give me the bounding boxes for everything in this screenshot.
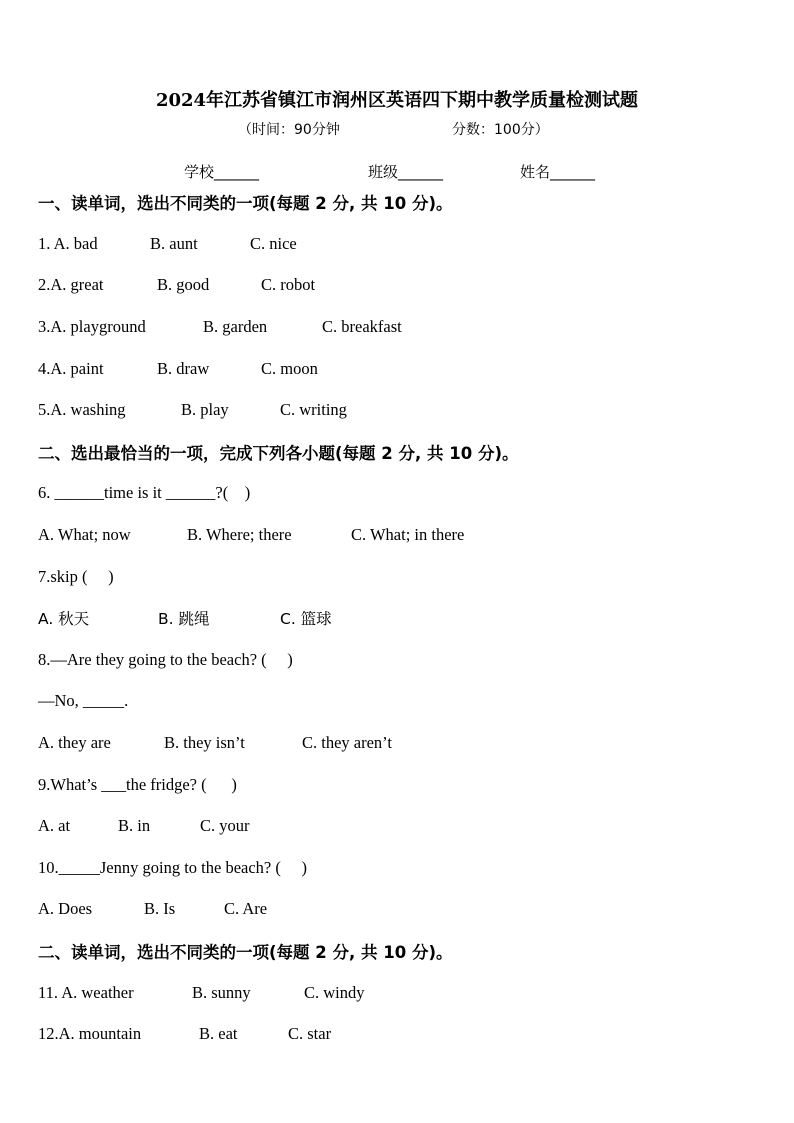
option-a: 12.A. mountain <box>38 1024 142 1043</box>
option-c: C. moon <box>261 359 318 378</box>
name-field: 姓名______ <box>520 163 596 181</box>
question-stem: 7.skip ( ) <box>38 567 114 586</box>
option-a: 4.A. paint <box>38 359 104 378</box>
exam-time: （时间：90分钟 <box>238 122 340 138</box>
exam-score: 分数：100分） <box>452 122 549 138</box>
option-c: C. nice <box>250 234 297 253</box>
option-a: A. Does <box>38 899 93 918</box>
class-field: 班级______ <box>368 163 444 181</box>
option-a: A. 秋天 <box>38 610 90 628</box>
option-b: B. in <box>118 816 151 835</box>
option-a: A. at <box>38 816 71 835</box>
question-stem: 9.What’s ___the fridge? ( ) <box>38 775 237 794</box>
option-a: 1. A. bad <box>38 234 98 253</box>
section-heading: 二、读单词，选出不同类的一项(每题 2 分, 共 10 分)。 <box>38 943 453 962</box>
option-a: 5.A. washing <box>38 400 126 419</box>
option-c: C. your <box>200 816 250 835</box>
option-b: B. good <box>157 275 210 294</box>
question-stem: 8.—Are they going to the beach? ( ) <box>38 650 293 669</box>
school-field: 学校______ <box>184 163 260 181</box>
option-b: B. aunt <box>150 234 198 253</box>
question-stem: 6. ______time is it ______?( ) <box>38 483 251 502</box>
option-c: C. star <box>288 1024 332 1043</box>
option-c: C. windy <box>304 983 365 1002</box>
option-c: C. writing <box>280 400 347 419</box>
question-reply: —No, _____. <box>38 691 129 710</box>
option-c: C. Are <box>224 899 268 918</box>
option-b: B. garden <box>203 317 268 336</box>
option-a: A. What; now <box>38 525 131 544</box>
option-b: B. 跳绳 <box>158 610 210 628</box>
option-a: 11. A. weather <box>38 983 134 1002</box>
question-stem: 10._____Jenny going to the beach? ( ) <box>38 858 307 877</box>
question-row <box>38 234 98 254</box>
section-heading: 二、选出最恰当的一项，完成下列各小题(每题 2 分, 共 10 分)。 <box>38 444 519 463</box>
option-b: B. Where; there <box>187 525 292 544</box>
option-c: C. What; in there <box>351 525 465 544</box>
option-a: 3.A. playground <box>38 317 146 336</box>
option-c: C. they aren’t <box>302 733 392 752</box>
exam-title: 2024年江苏省镇江市润州区英语四下期中教学质量检测试题 <box>155 90 639 111</box>
option-c: C. breakfast <box>322 317 402 336</box>
option-b: B. sunny <box>192 983 251 1002</box>
option-b: B. Is <box>144 899 176 918</box>
option-c: C. robot <box>261 275 316 294</box>
section-heading: 一、读单词，选出不同类的一项(每题 2 分, 共 10 分)。 <box>38 194 453 213</box>
option-b: B. they isn’t <box>164 733 245 752</box>
option-c: C. 篮球 <box>280 610 332 628</box>
option-a: A. they are <box>38 733 111 752</box>
option-b: B. draw <box>157 359 210 378</box>
option-b: B. eat <box>199 1024 238 1043</box>
option-a: 2.A. great <box>38 275 104 294</box>
option-b: B. play <box>181 400 229 419</box>
